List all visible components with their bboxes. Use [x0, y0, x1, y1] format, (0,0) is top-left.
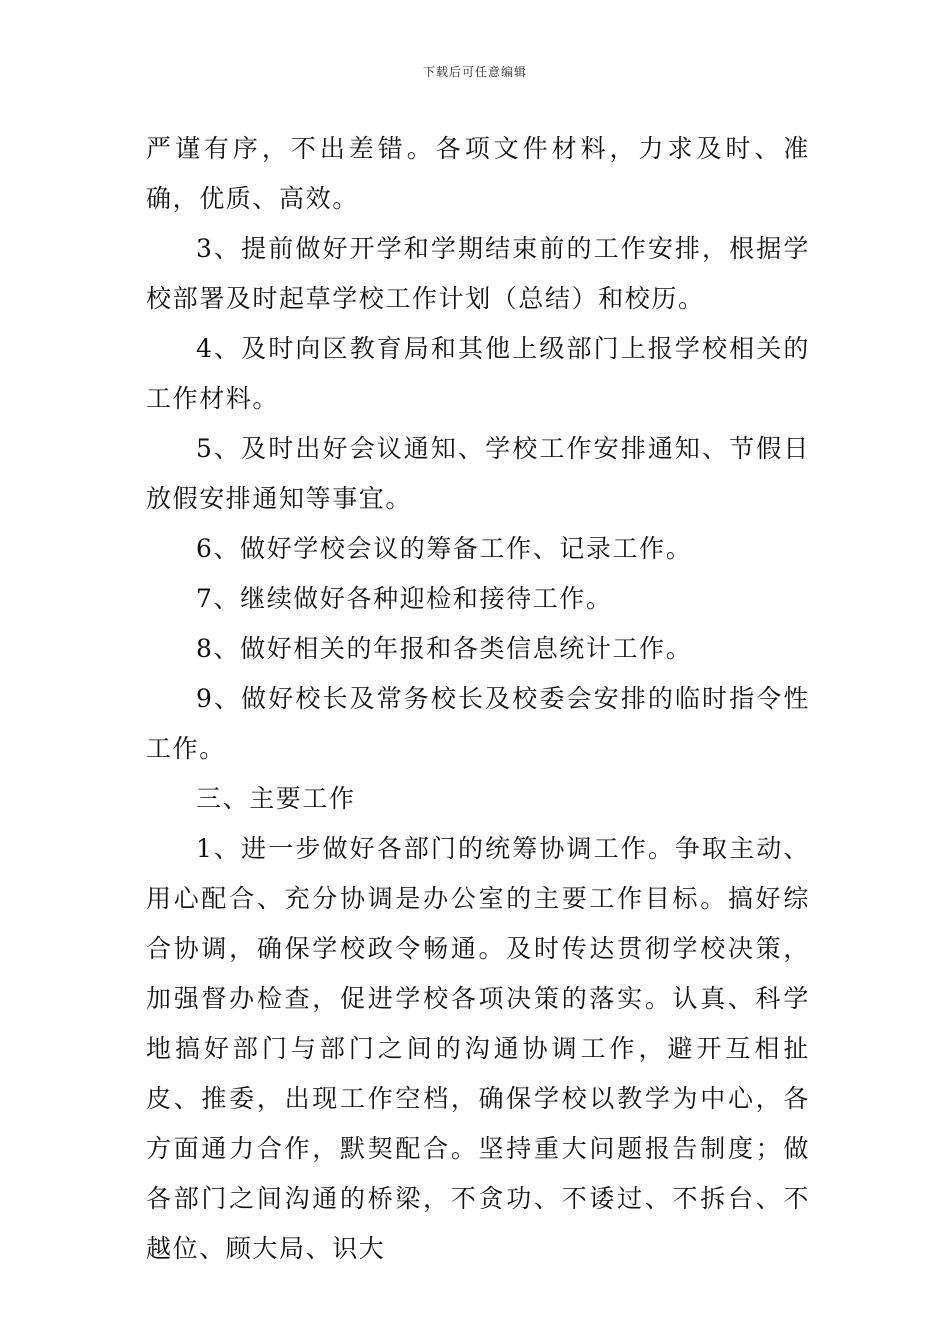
- paragraph-item-8: 8、做好相关的年报和各类信息统计工作。: [196, 634, 693, 663]
- paragraph-item-9: 9、做好校长及常务校长及校委会安排的临时指令性工作。: [146, 684, 810, 763]
- section-heading-main-work: 三、主要工作: [196, 784, 356, 813]
- paragraph-item-7: 7、继续做好各种迎检和接待工作。: [196, 584, 613, 613]
- document-body: [146, 124, 810, 1274]
- paragraph-item-5: 5、及时出好会议通知、学校工作安排通知、节假日放假安排通知等事宜。: [146, 434, 810, 513]
- paragraph-item-6: 6、做好学校会议的筹备工作、记录工作。: [196, 534, 693, 563]
- paragraph-item-3: 3、提前做好开学和学期结束前的工作安排，根据学校部署及时起草学校工作计划（总结）和校历。: [146, 234, 810, 313]
- page-header: 下载后可任意编辑: [422, 65, 527, 79]
- paragraph-item-4: 4、及时向区教育局和其他上级部门上报学校相关的工作材料。: [146, 334, 810, 413]
- paragraph-continuation: 严谨有序，不出差错。各项文件材料，力求及时、准确，优质、高效。: [146, 134, 810, 213]
- paragraph-main-work-1: 1、进一步做好各部门的统筹协调工作。争取主动、用心配合、充分协调是办公室的主要工作目标。搞好综合协调，确保学校政令畅通。及时传达贯彻学校决策，加强督办检查，促进学校各项决策的落实。认真、科学地搞好部门与部门之间的沟通协调工作，避开互相扯皮、推委，出现工作空档，确保学校以教学为中心，各方面通力合作，默契配合。坚持重大问题报告制度；做各部门之间沟通的桥梁，不贪功、不诿过、不拆台、不越位、顾大局、识大: [146, 834, 810, 1263]
